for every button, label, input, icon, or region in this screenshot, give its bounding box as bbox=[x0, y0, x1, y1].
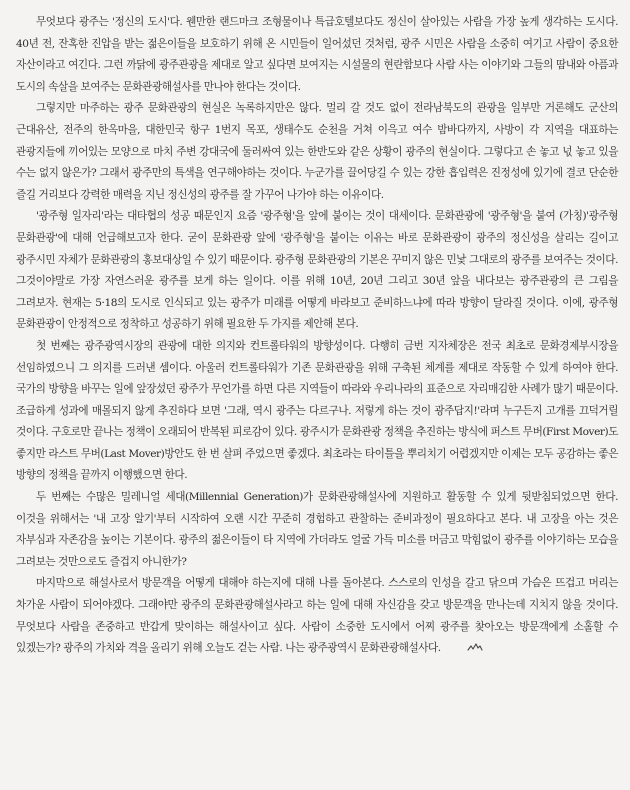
article-paragraph-5: 두 번째는 수많은 밀레니얼 세대(Millennial Generation)가 문화관광해설사에 지원하고 활동할 수 있게 뒷받침되었으면 한다. 이것을 위해서는 '내 고장 알기'부터 시작하여 오랜 시간 꾸준히 경험하고 관찰하는 준비과정이 필요하다고 본다. 내 고장을 아는 것은 자부심과 자존감을 높이는 기본이다. 광주의 젊은이들이 타 지역에 가더라도 얼굴 가득 미소를 머금고 막힘없이 광주를 이야기하는 모습을 그려보는 것만으로도 즐겁지 아니한가? bbox=[16, 491, 618, 568]
article-paragraph-1: 무엇보다 광주는 '정신의 도시'다. 웬만한 랜드마크 조형물이나 특급호텔보다도 정신이 살아있는 사람을 가장 높게 생각하는 도시다. 40년 전, 잔혹한 진압을 받는 젊은이들을 보호하기 위해 온 시민들이 일어섰던 것처럼, 광주 시민은 사람을 소중히 여기고 사람이 중요한 자산이라고 여긴다. 그런 까닭에 광주관광을 제대로 알고 싶다면 보여지는 시설물의 현란함보다 사람 사는 이야기와 그들의 땀내와 아픔과 도시의 속살을 보여주는 문화관광해설사를 만나야 한다는 것이다. bbox=[16, 16, 618, 93]
article-paragraph-6 bbox=[16, 573, 618, 660]
article-paragraph-3: '광주형 일자리'라는 대타협의 성공 때문인지 요즘 '광주형'을 앞에 붙이는 것이 대세이다. 문화관광에 '광주형'을 붙여 (가칭)'광주형 문화관광'에 대해 언급해보고자 한다. 굳이 문화관광 앞에 '광주형'을 붙이는 이유는 바로 문화관광이 광주의 정신성을 살리는 길이고 광주시민 자체가 문화관광의 홍보대상일 수 있기 때문이다. 광주형 문화관광의 기본은 꾸미지 않은 민낯 그대로의 광주를 보여주는 것이다. 그것이야말로 가장 자연스러운 광주를 보게 하는 일이다. 이를 위해 10년, 20년 그리고 30년 앞을 내다보는 광주관광의 큰 그림을 그려보자. 현재는 5·18의 도시로 인식되고 있는 광주가 미래를 어떻게 바라보고 준비하느냐에 따라 방향이 달라질 것이다. 이에, 광주형 문화관광이 안정적으로 정착하고 성공하기 위해 필요한 두 가지를 제안해 본다. bbox=[16, 210, 618, 331]
article-paragraph-6-text: 마지막으로 해설사로서 방문객을 어떻게 대해야 하는지에 대해 나를 돌아본다. 스스로의 인성을 갈고 닦으며 가슴은 뜨겁고 머리는 차가운 사람이 되어야겠다. 그래야만 광주의 문화관광해설사라고 하는 일에 대해 자신감을 갖고 방문객을 만나는데 지치지 않을 것이다. 무엇보다 사람을 존중하고 반갑게 맞이하는 해설사이고 싶다. 사람이 소중한 도시에서 어찌 광주를 찾아오는 방문객에게 소홀할 수 있겠는가? 광주의 가치와 격을 올리기 위해 오늘도 걷는 사람. 나는 광주광역시 문화관광해설사다. bbox=[16, 577, 618, 655]
article-paragraph-4: 첫 번째는 광주광역시장의 관광에 대한 의지와 컨트롤타워의 방향성이다. 다행히 금번 지자체장은 전국 최초로 문화경제부시장을 선임하였으니 그 의지를 드러낸 셈이다. 아울러 컨트롤타워가 기존 문화관광을 위해 구축된 체계를 제대로 작동할 수 있게 하여야 한다. 국가의 방향을 바꾸는 일에 앞장섰던 광주가 무언가를 하면 다른 지역들이 따라와 우리나라의 표준으로 자리매김한 사례가 많기 때문이다. 조급하게 성과에 매몰되지 않게 추진하다 보면 '그래, 역시 광주는 다르구나. 저렇게 하는 것이 광주답지!'라며 누구든지 고개를 끄덕거릴 것이다. 구호로만 끝나는 정책이 오래되어 반복된 피로감이 있다. 광주시가 문화관광 정책을 추진하는 방식에 퍼스트 무버(First Mover)도 좋지만 라스트 무버(Last Mover)방안도 한 번 살펴 주었으면 좋겠다. 최초라는 타이틀을 뿌리치기 어렵겠지만 이제는 모두 공감하는 좋은 방향의 정책을 끝까지 이행했으면 한다. bbox=[16, 339, 618, 482]
article-paragraph-2: 그렇지만 마주하는 광주 문화관광의 현실은 녹록하지만은 않다. 멀리 갈 것도 없이 전라남북도의 관광을 일부만 거론해도 군산의 근대유산, 전주의 한옥마을, 대한민국 항구 1번지 목포, 생태수도 순천을 거쳐 이윽고 여수 밤바다까지, 사방이 각 지역을 대표하는 관광지들에 끼어있는 모양으로 마치 주변 강대국에 둘러싸여 있는 한반도와 같은 상황이 광주의 현실이다. 그렇다고 손 놓고 넋 놓고 있을 수는 없지 않은가? 그래서 광주만의 특색을 연구해야하는 것이다. 누군가를 끌어당길 수 있는 강한 흡입력은 진정성에 있기에 결코 단순한 즐길 거리보다 강력한 매력을 지닌 정신성의 광주를 잘 가꾸어 나가야 하는 이유이다. bbox=[16, 102, 618, 201]
end-mark-icon bbox=[447, 639, 483, 661]
